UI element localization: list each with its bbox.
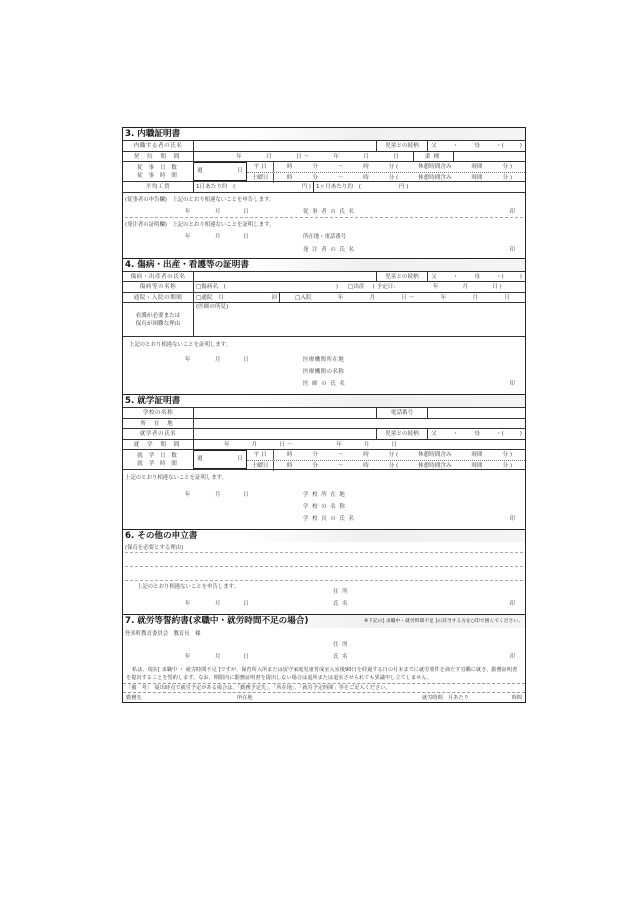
- patient-name-field[interactable]: [193, 272, 376, 282]
- time-part: 分 ): [502, 175, 513, 181]
- divider: [125, 217, 523, 218]
- clinic-address-label: 医療機関所在地: [303, 357, 345, 363]
- relation-field[interactable]: [427, 429, 525, 439]
- other-open: ・(: [495, 273, 504, 280]
- father-option[interactable]: 父: [431, 431, 437, 437]
- month-label: 月: [215, 208, 221, 215]
- yen-label: 円 ): [301, 184, 311, 190]
- study-period-field[interactable]: [193, 440, 525, 450]
- section-6-title: 6. その他の申立書: [123, 529, 525, 542]
- section-3-title: 3. 内職証明書: [123, 128, 525, 140]
- month-label: 月: [215, 601, 221, 607]
- work-days-label: 従 事 日 数: [137, 164, 179, 171]
- day-label: 日: [243, 233, 249, 240]
- time-part: 休憩時間含み: [418, 452, 452, 458]
- yen-label: 円 ): [398, 184, 409, 190]
- school-address-label: 学 校 所 在 地: [303, 492, 346, 498]
- date-part: 月: [363, 153, 369, 160]
- phone-field[interactable]: [427, 408, 525, 418]
- date-part: 月: [266, 153, 272, 160]
- location-label: 所在地: [237, 695, 253, 702]
- date-part: 月: [472, 294, 478, 301]
- day-label: 日: [243, 654, 249, 660]
- time-part: ～: [337, 175, 344, 181]
- homework-name-label: 内職する者の氏名: [133, 143, 183, 149]
- wage-per-month-field[interactable]: [313, 182, 525, 192]
- date-part: 日 ～: [296, 153, 309, 160]
- date-part: 年: [337, 294, 344, 301]
- contract-period-field[interactable]: [193, 152, 413, 162]
- section-5-title: 5. 就学証明書: [123, 394, 525, 407]
- birth-checkbox[interactable]: □出産: [348, 283, 365, 290]
- time-part: 分 (: [388, 164, 399, 170]
- orderer-name-label: 発 注 者 の 氏 名: [303, 246, 355, 253]
- outpatient-field[interactable]: [193, 293, 279, 303]
- hours-field[interactable]: [419, 693, 525, 702]
- week-label: 週: [197, 168, 203, 175]
- section-5-certification: [123, 469, 525, 529]
- business-type-field[interactable]: [453, 152, 525, 162]
- care-reason-line-1: 看護が必要または: [135, 312, 181, 319]
- relation-label: 児童との続柄: [376, 429, 427, 439]
- month-label: 月: [215, 492, 221, 498]
- address-label: 住 所: [333, 589, 349, 595]
- weekday-hours-row[interactable]: [247, 162, 525, 172]
- reason-line[interactable]: [125, 552, 523, 553]
- time-part: 時間: [471, 463, 483, 469]
- wage-day-label: 1日あたり約 (: [196, 184, 236, 190]
- time-part: ～: [337, 452, 344, 458]
- time-part: 時: [286, 164, 293, 170]
- student-name-label: 就学者の氏名: [139, 431, 177, 437]
- worker-name-label: 従 事 者 の 氏 名: [303, 208, 355, 215]
- time-part: 時: [286, 175, 293, 181]
- seal-mark: 印: [509, 654, 515, 660]
- care-reason-label: (保育を必要とする理由): [125, 545, 184, 551]
- time-part: 分: [312, 164, 318, 170]
- time-part: 分: [312, 452, 318, 458]
- date-part: 日: [391, 441, 398, 448]
- time-part: 休憩時間含み: [418, 175, 452, 181]
- employer-label: 勤務先: [126, 695, 142, 702]
- father-option[interactable]: 父: [431, 273, 437, 280]
- patient-name-label: 傷病・出産者の氏名: [130, 273, 186, 280]
- date-part: 日 ): [492, 283, 502, 290]
- seal-mark: 印: [509, 601, 515, 607]
- date-part: 月: [251, 441, 258, 448]
- weekday-label: 平 日: [247, 162, 274, 172]
- separator: ・: [452, 273, 459, 280]
- date-part: 日: [504, 294, 510, 301]
- seal-mark: 印: [509, 246, 515, 253]
- time-part: ～: [337, 164, 344, 170]
- time-part: 時: [363, 463, 369, 469]
- illness-checkbox[interactable]: □傷病名 (: [196, 283, 226, 290]
- times-label: 回: [271, 294, 277, 301]
- study-days-label: 就 学 日 数: [137, 452, 179, 459]
- paren-close: ): [335, 283, 339, 290]
- year-label: 年: [185, 601, 191, 607]
- time-part: 時: [363, 164, 369, 170]
- day-label: 日: [243, 208, 249, 215]
- addressee: 登米町教育委員会 教育長 様: [125, 631, 201, 637]
- month-label: 月: [215, 357, 221, 363]
- time-part: 時: [286, 452, 293, 458]
- hours-unit: 時間: [511, 695, 522, 702]
- weekday-hours-row[interactable]: [247, 450, 525, 460]
- principal-name-label: 学 校 長 の 氏 名: [303, 516, 355, 522]
- declare-statement: 上記のとおり相違ないことを申告します。: [137, 584, 239, 590]
- section-6-body: [123, 542, 525, 614]
- name-label: 氏 名: [333, 601, 349, 607]
- study-period-label: 就 学 期 間: [133, 441, 183, 448]
- phone-label: 電話番号: [376, 408, 427, 418]
- section-4-certification: [123, 336, 525, 394]
- time-part: 休憩時間含み: [418, 463, 452, 469]
- doctor-name-label: 医 師 の 氏 名: [303, 381, 346, 387]
- reason-line[interactable]: [125, 566, 523, 567]
- week-label: 週: [197, 456, 203, 463]
- year-label: 年: [185, 357, 191, 363]
- time-part: 時間: [471, 452, 483, 458]
- time-part: 分 ): [502, 452, 513, 458]
- wage-per-day-field[interactable]: [193, 182, 313, 192]
- doctor-opinion-field[interactable]: [193, 303, 525, 336]
- other-open: ・(: [495, 431, 504, 437]
- illness-name-label: 傷病等の名称: [139, 284, 177, 290]
- relation-field[interactable]: [427, 141, 525, 151]
- time-part: 分 ): [502, 164, 513, 170]
- remarks-text: 〔備 考〕 提出時点で就労予定がある場合は、「勤務予定先」、「所在地」、「就労予定時間」等をご記入ください。: [123, 683, 525, 692]
- school-name-label: 学 校 の 名 称: [303, 504, 346, 510]
- day-label: 日: [243, 601, 249, 607]
- inpatient-field[interactable]: [279, 293, 525, 303]
- wage-month-label: 1ヶ月あたり約 (: [316, 184, 361, 190]
- school-name-field[interactable]: [193, 408, 376, 418]
- days-per-week-field[interactable]: [193, 450, 247, 469]
- mother-option[interactable]: 母: [474, 143, 480, 149]
- date-part: 年: [224, 441, 230, 448]
- year-label: 年: [185, 492, 191, 498]
- homework-name-field[interactable]: [193, 141, 376, 151]
- year-label: 年: [185, 654, 191, 660]
- other-open: ・(: [495, 143, 504, 149]
- date-part: 年: [336, 441, 342, 448]
- day-label: 日: [243, 357, 249, 363]
- date-part: 年: [440, 294, 447, 301]
- relation-field[interactable]: [427, 272, 525, 282]
- time-part: 時: [286, 463, 293, 469]
- hospital-period-label: 通院・入院の期間: [133, 294, 183, 301]
- date-part: 年: [236, 153, 242, 160]
- outpatient-checkbox[interactable]: □通院 月: [196, 294, 224, 301]
- separator: ・: [452, 143, 459, 149]
- weekday-label: 平 日: [247, 450, 274, 460]
- time-part: 時: [363, 452, 369, 458]
- section-3-declarations: [123, 192, 525, 258]
- section-4-title: 4. 傷病・出産・看護等の証明書: [123, 258, 525, 271]
- address-label: 住 所: [333, 642, 349, 648]
- month-label: 月: [215, 233, 221, 240]
- day-label: 日: [237, 456, 243, 463]
- employer-field[interactable]: [123, 693, 234, 702]
- school-address-field[interactable]: [193, 419, 525, 429]
- time-part: 分 (: [388, 175, 399, 181]
- time-part: 分 (: [388, 463, 399, 469]
- section-7-heading: 7. 就労等誓約書(求職中・就労時間不足の場合): [125, 616, 309, 626]
- contract-period-label: 契 約 期 間: [133, 153, 183, 160]
- certify-statement: 上記のとおり相違ないことを証明します。: [129, 342, 231, 348]
- relation-label: 児童との続柄: [376, 141, 427, 151]
- work-hours-label: 従 事 時 間: [137, 172, 179, 179]
- date-part: 月: [363, 441, 370, 448]
- time-part: 時間: [471, 164, 483, 170]
- illness-field[interactable]: [193, 282, 525, 292]
- student-name-field[interactable]: [193, 429, 376, 439]
- day-label: 日: [243, 492, 249, 498]
- date-part: 日: [393, 153, 399, 160]
- year-label: 年: [185, 233, 191, 240]
- section-7-header: [123, 628, 525, 664]
- time-part: 分: [312, 463, 318, 469]
- name-label: 氏 名: [333, 654, 349, 660]
- section-7-title: [123, 614, 525, 628]
- pledge-text: 私は、現在[ 求職中 ・ 就労時間不足 ]ですが、保育所入所または留守家庭児童育成室入室後90日を経過する日の月末までに就労要件を満たす労働に就き、勤務証明書を提出することを誓約します。なお、期限内に勤務証明書を提出しない場合は退所または退室させられても異議申し立てしません。: [126, 667, 518, 682]
- study-days-hours-label: [123, 450, 193, 469]
- relation-label: 児童との続柄: [376, 272, 427, 282]
- day-label: 日: [237, 168, 243, 175]
- work-days-hours-label: [123, 162, 193, 181]
- time-part: 時: [363, 175, 369, 181]
- other-close: ): [519, 273, 522, 280]
- hours-label: 就労時間 月あたり: [422, 695, 469, 702]
- orderer-declaration: (発注者の証明欄) 上記のとおり相違ないことを証明します。: [125, 221, 275, 228]
- study-hours-label: 就 学 時 間: [137, 460, 179, 467]
- year-label: 年: [185, 208, 191, 215]
- time-part: 分 (: [388, 452, 399, 458]
- time-part: 分 ): [502, 463, 513, 469]
- saturday-label: 土曜日: [247, 461, 274, 471]
- date-part: 日 ～: [279, 441, 293, 448]
- location-field[interactable]: [234, 693, 419, 702]
- time-part: ～: [337, 463, 344, 469]
- mother-option[interactable]: 母: [474, 273, 480, 280]
- childcare-certification-form: [122, 127, 526, 703]
- month-label: 月: [215, 654, 221, 660]
- date-part: 年: [333, 153, 339, 160]
- time-part: 休憩時間含み: [418, 164, 452, 170]
- other-close: ): [519, 143, 522, 149]
- worker-declaration: (従事者の申告欄) 上記のとおり相違ないことを申告します。: [125, 196, 275, 203]
- days-per-week-field[interactable]: [193, 162, 247, 181]
- inpatient-checkbox[interactable]: □入院: [295, 294, 312, 301]
- date-part: 月: [462, 283, 469, 290]
- care-reason-label: [123, 303, 193, 336]
- date-part: 年: [432, 283, 439, 290]
- due-date-label: ( 予定日：: [372, 283, 399, 290]
- school-address-label: 所 在 地: [140, 420, 176, 427]
- reason-line[interactable]: [125, 580, 523, 581]
- care-reason-line-2: 保育が困難な理由: [135, 320, 181, 327]
- mother-option[interactable]: 母: [474, 431, 480, 437]
- date-part: 日 ～: [401, 294, 415, 301]
- average-wage-label: 平均工賃: [145, 184, 171, 190]
- section-7-note: ※下記の[ 求職中・就労時間不足 ]の該当する方を○印で囲んでください。: [364, 619, 523, 624]
- orderer-address-label: 所在地・電話番号: [303, 233, 347, 240]
- time-part: 分: [312, 175, 318, 181]
- seal-mark: 印: [509, 381, 515, 387]
- certify-statement: 上記のとおり相違ないことを証明します。: [125, 475, 227, 481]
- seal-mark: 印: [509, 208, 515, 215]
- separator: ・: [452, 431, 459, 437]
- seal-mark: 印: [509, 516, 515, 522]
- father-option[interactable]: 父: [431, 143, 437, 149]
- school-name-label: 学校の名称: [142, 410, 174, 416]
- business-type-label: 業種: [413, 152, 453, 162]
- doctor-opinion-label: (医師の所見): [196, 304, 229, 310]
- planned-employment-row: [123, 692, 525, 702]
- clinic-name-label: 医療機関の名称: [303, 369, 345, 375]
- other-close: ): [519, 431, 522, 437]
- time-part: 時間: [471, 175, 483, 181]
- date-part: 月: [369, 294, 376, 301]
- saturday-label: 土曜日: [247, 173, 274, 183]
